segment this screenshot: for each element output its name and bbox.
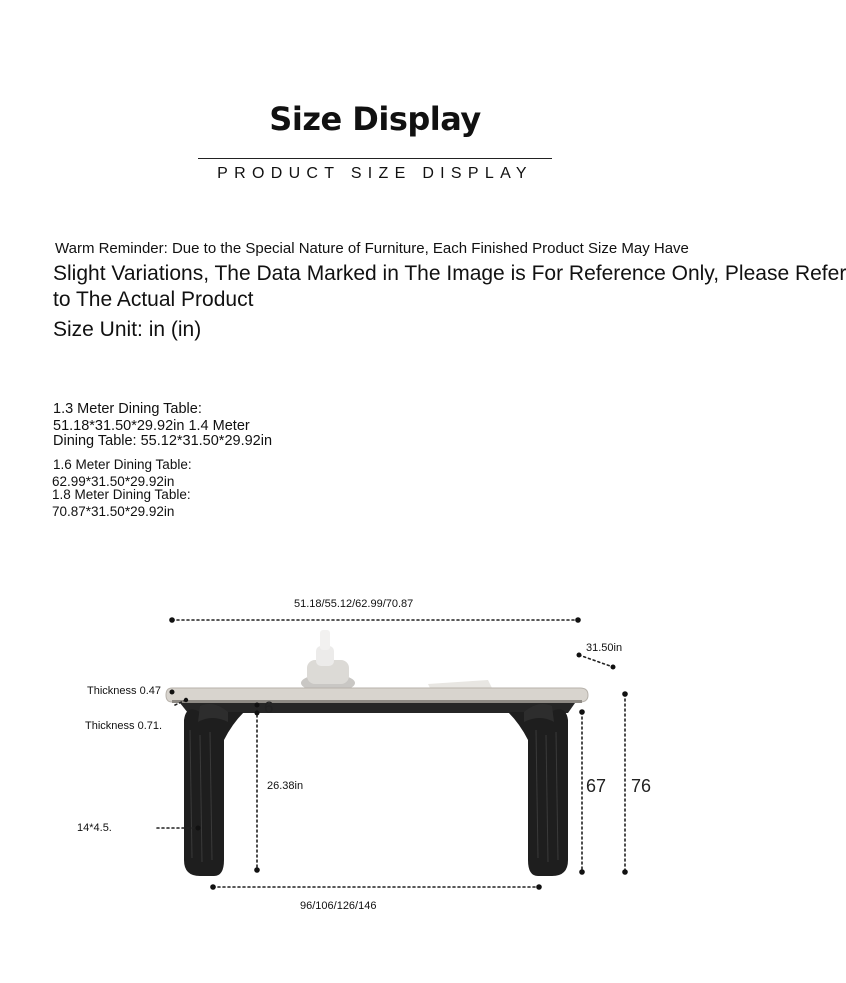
- spec-line-5: 62.99*31.50*29.92in: [52, 474, 175, 489]
- thickness-top-label: Thickness 0.47: [87, 685, 161, 697]
- notice-line-2: Slight Variations, The Data Marked in The Image is For Reference Only, Please Refer: [53, 262, 846, 285]
- leg-size-label: 14*4.5.: [77, 822, 112, 834]
- right-leg: [508, 704, 568, 876]
- notice-line-3: to The Actual Product: [53, 288, 254, 311]
- height-76-label: 76: [631, 776, 652, 796]
- spec-line-4: 1.6 Meter Dining Table:: [53, 457, 192, 472]
- size-unit: Size Unit: in (in): [53, 318, 202, 341]
- spec-line-6: 1.8 Meter Dining Table:: [52, 487, 191, 502]
- knee-height-label: 26.38in: [267, 780, 304, 792]
- thickness-base-label: Thickness 0.71.: [85, 720, 163, 732]
- length-top-label: 51.18/55.12/62.99/70.87: [294, 598, 414, 610]
- left-leg: [184, 704, 244, 876]
- small-6-label: 6: [264, 698, 274, 717]
- length-bottom-label: 96/106/126/146: [300, 900, 377, 912]
- page-title: Size Display: [269, 100, 481, 138]
- height-67-label: 67: [586, 776, 607, 796]
- page-subtitle: PRODUCT SIZE DISPLAY: [217, 165, 533, 182]
- vase-decor: [301, 630, 355, 692]
- notice-line-1: Warm Reminder: Due to the Special Nature of Furniture, Each Finished Product Size May Have: [55, 240, 689, 257]
- spec-line-2: 51.18*31.50*29.92in 1.4 Meter: [53, 418, 250, 434]
- spec-line-7: 70.87*31.50*29.92in: [52, 504, 175, 519]
- spec-line-1: 1.3 Meter Dining Table:: [53, 401, 202, 417]
- table-top: [166, 688, 588, 702]
- spec-line-3: Dining Table: 55.12*31.50*29.92in: [53, 433, 273, 449]
- depth-label: 31.50in: [586, 642, 623, 654]
